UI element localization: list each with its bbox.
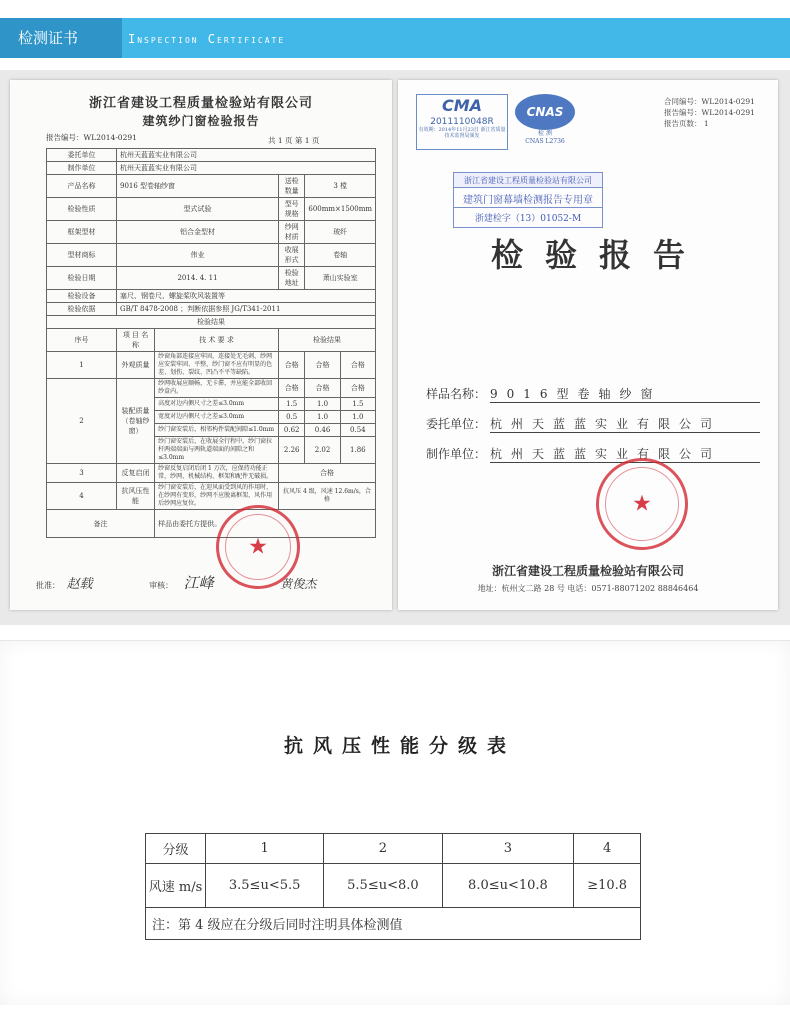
basis-value: GB/T 8478-2008 ；判断依据参照 JG/T341-2011 bbox=[117, 303, 376, 316]
frame-value: 铝合金型材 bbox=[117, 221, 279, 244]
row-req: 纱窗角部连接应牢固，连接处无毛刺，纱网应安装牢固、平整，纱门窗不应有明显的色差、划伤、裂纹、凹凸不平等缺陷。 bbox=[155, 352, 279, 379]
sample-row bbox=[426, 385, 766, 403]
signature-row bbox=[36, 572, 376, 593]
cover-org: 浙江省建设工程质量检验站有限公司 bbox=[491, 564, 684, 578]
row-result: 1.0 bbox=[305, 398, 340, 411]
row-result: 合格 bbox=[305, 379, 340, 398]
qty-value: 3 樘 bbox=[305, 175, 376, 198]
row-result: 抗风压 4 级，风速 12.6m/s，合格 bbox=[279, 483, 376, 510]
cover-title: 检验报告 bbox=[490, 236, 707, 274]
remark-value: 样品由委托方提供。 bbox=[155, 510, 376, 538]
star-icon: ★ bbox=[632, 491, 652, 517]
row-result: 合格 bbox=[305, 352, 340, 379]
remark-label: 备注 bbox=[47, 510, 155, 538]
inspection-report-page bbox=[10, 80, 392, 610]
nature-label: 检验性质 bbox=[47, 198, 117, 221]
frame-label: 框架型材 bbox=[47, 221, 117, 244]
approver-signature: 赵载 bbox=[66, 577, 93, 592]
row-result: 合格 bbox=[340, 379, 375, 398]
wind-table bbox=[145, 833, 641, 940]
row-result: 2.02 bbox=[305, 437, 340, 464]
cnas-sub: 检 测 bbox=[538, 130, 552, 137]
place-label: 检验地址 bbox=[279, 267, 305, 290]
results-title: 检验结果 bbox=[47, 316, 376, 329]
report-org: 浙江省建设工程质量检验站有限公司 bbox=[88, 96, 313, 111]
report-table bbox=[46, 148, 376, 538]
row-item: 抗风压性能 bbox=[117, 483, 155, 510]
review-label: 审核： bbox=[149, 581, 174, 590]
wind-pressure-page bbox=[0, 640, 790, 1005]
maker-label: 制作单位： bbox=[426, 447, 487, 461]
stamp-line: 浙建检字（13）01052-M bbox=[474, 214, 582, 224]
header-title-cn: 检测证书 bbox=[0, 18, 122, 58]
contract-number: 合同编号：WL2014-0291 bbox=[664, 97, 755, 106]
row-no: 2 bbox=[47, 379, 117, 464]
report-meta bbox=[664, 96, 755, 129]
row-no: 3 bbox=[47, 464, 117, 483]
row-result: 合格 bbox=[279, 379, 305, 398]
row-req: 宽度对边内侧尺寸之差≤3.0mm bbox=[155, 411, 279, 424]
fold-value: 卷轴 bbox=[305, 244, 376, 267]
header-bar bbox=[0, 18, 790, 58]
sample-label: 样品名称： bbox=[426, 387, 487, 401]
date-label: 检验日期 bbox=[47, 267, 117, 290]
cma-note: 有效期：2014年11月23日 浙江省质量技术监督局颁发 bbox=[418, 127, 506, 139]
row-result: 0.46 bbox=[305, 424, 340, 437]
maker-label: 制作单位 bbox=[47, 162, 117, 175]
speed-cell: ≥10.8 bbox=[574, 864, 641, 908]
row-item: 装配质量（卷轴纱窗） bbox=[117, 379, 155, 464]
qty-label: 送检数量 bbox=[279, 175, 305, 198]
row-result: 2.26 bbox=[279, 437, 305, 464]
col-result: 检验结果 bbox=[279, 329, 376, 352]
product-value: 9016 型卷轴纱窗 bbox=[117, 175, 279, 198]
report-number: 报告编号：WL2014-0291 bbox=[664, 108, 755, 117]
stamp-line: 浙江省建设工程质量检验站有限公司 bbox=[454, 173, 602, 188]
maker-value: 杭州天蓝蓝实业有限公司 bbox=[117, 162, 376, 175]
model-value: 600mm×1500mm bbox=[305, 198, 376, 221]
report-title: 建筑纱门窗检验报告 bbox=[142, 114, 260, 128]
brand-value: 伟业 bbox=[117, 244, 279, 267]
blue-special-stamp bbox=[453, 172, 603, 228]
approve-label: 批准： bbox=[36, 581, 60, 590]
stamp-line: 建筑门窗幕墙检测报告专用章 bbox=[454, 188, 602, 208]
row-req: 纱门窗安装后，在迎风面受到风的作用时，在纱网有变形，纱网不应脱离框架，风作用后纱网应复位。 bbox=[155, 483, 279, 510]
cma-logo bbox=[416, 94, 508, 150]
row-result: 合格 bbox=[279, 352, 305, 379]
red-seal-stamp bbox=[596, 458, 688, 550]
row-no: 4 bbox=[47, 483, 117, 510]
row-req: 高度对边内侧尺寸之差≤3.0mm bbox=[155, 398, 279, 411]
cnas-number: CNAS L2736 bbox=[525, 138, 565, 145]
header-title-en: Inspection Certificate bbox=[128, 32, 286, 46]
speed-cell: 8.0≤u<10.8 bbox=[442, 864, 574, 908]
brand-label: 型材商标 bbox=[47, 244, 117, 267]
row-result: 1.0 bbox=[305, 411, 340, 424]
row-result: 0.5 bbox=[279, 411, 305, 424]
grade-cell: 4 bbox=[574, 834, 641, 864]
row-req: 纱窗反复启闭后闭 1 万次，应保持功能正常，纱网、机械结构、框架和配件无破损。 bbox=[155, 464, 279, 483]
col-req: 技 术 要 求 bbox=[155, 329, 279, 352]
row-result: 合格 bbox=[340, 352, 375, 379]
row-result: 1.86 bbox=[340, 437, 375, 464]
maker-value: 杭州天蓝蓝实业有限公司 bbox=[490, 445, 760, 463]
row-result: 1.5 bbox=[279, 398, 305, 411]
row-result: 合格 bbox=[279, 464, 376, 483]
model-label: 型号规格 bbox=[279, 198, 305, 221]
row-result: 1.5 bbox=[340, 398, 375, 411]
cnas-logo bbox=[512, 94, 578, 150]
grade-cell: 3 bbox=[442, 834, 574, 864]
mesh-value: 玻纤 bbox=[305, 221, 376, 244]
col-no: 序号 bbox=[47, 329, 117, 352]
sample-value: 9016型卷轴纱窗 bbox=[490, 385, 760, 403]
wind-table-note: 注：第 4 级应在分级后同时注明具体检测值 bbox=[146, 908, 641, 940]
grade-cell: 2 bbox=[324, 834, 442, 864]
row-req: 纱门窗安装后，相邻构件装配间隙≤1.0mm bbox=[155, 424, 279, 437]
row-item: 外观质量 bbox=[117, 352, 155, 379]
row-req: 纱网收展应顺畅，无卡滞，并应能全部收回纱盒内。 bbox=[155, 379, 279, 398]
row-item: 反复启闭 bbox=[117, 464, 155, 483]
client-value: 杭州天蓝蓝实业有限公司 bbox=[117, 149, 376, 162]
speed-cell: 3.5≤u<5.5 bbox=[206, 864, 324, 908]
cma-number: 2011110048R bbox=[430, 117, 494, 127]
col-item: 项 目 名 称 bbox=[117, 329, 155, 352]
speed-label: 风速 m/s bbox=[146, 864, 206, 908]
reviewer-signature: 江峰 bbox=[183, 574, 214, 592]
red-seal-stamp bbox=[216, 505, 300, 589]
page-count: 报告页数： 1 bbox=[664, 119, 709, 128]
report-number: 报告编号：WL2014-0291 bbox=[46, 133, 137, 142]
client-label: 委托单位： bbox=[426, 417, 487, 431]
grade-cell: 1 bbox=[206, 834, 324, 864]
mesh-label: 纱网材质 bbox=[279, 221, 305, 244]
speed-cell: 5.5≤u<8.0 bbox=[324, 864, 442, 908]
client-row bbox=[426, 415, 766, 433]
product-label: 产品名称 bbox=[47, 175, 117, 198]
cover-address: 地址：杭州文二路 28 号 电话：0571-88071202 88846464 bbox=[477, 584, 699, 593]
report-cover-page bbox=[398, 80, 778, 610]
client-label: 委托单位 bbox=[47, 149, 117, 162]
tester-signature: 黄俊杰 bbox=[280, 577, 317, 591]
place-value: 萧山实验室 bbox=[305, 267, 376, 290]
grade-label: 分级 bbox=[146, 834, 206, 864]
cnas-mark: CNAS bbox=[515, 94, 575, 130]
row-result: 0.62 bbox=[279, 424, 305, 437]
maker-row bbox=[426, 445, 766, 463]
basis-label: 检验依据 bbox=[47, 303, 117, 316]
row-result: 0.54 bbox=[340, 424, 375, 437]
fold-label: 收展形式 bbox=[279, 244, 305, 267]
equip-value: 塞尺、钢卷尺、螺旋桨吹风装置等 bbox=[117, 290, 376, 303]
equip-label: 检验设备 bbox=[47, 290, 117, 303]
cma-mark: CMA bbox=[441, 96, 483, 115]
row-req: 纱门窗安装后，在收展全行程中，纱门窗拉杆两端端面与两轨道端面的间隙之和≤3.0mm bbox=[155, 437, 279, 464]
nature-value: 型式试验 bbox=[117, 198, 279, 221]
wind-table-title: 抗风压性能分级表 bbox=[283, 735, 516, 757]
date-value: 2014. 4. 11 bbox=[117, 267, 279, 290]
client-value: 杭州天蓝蓝实业有限公司 bbox=[490, 415, 760, 433]
star-icon: ★ bbox=[248, 534, 268, 560]
report-page-count: 共 1 页 第 1 页 bbox=[268, 136, 320, 145]
row-result: 1.0 bbox=[340, 411, 375, 424]
row-no: 1 bbox=[47, 352, 117, 379]
